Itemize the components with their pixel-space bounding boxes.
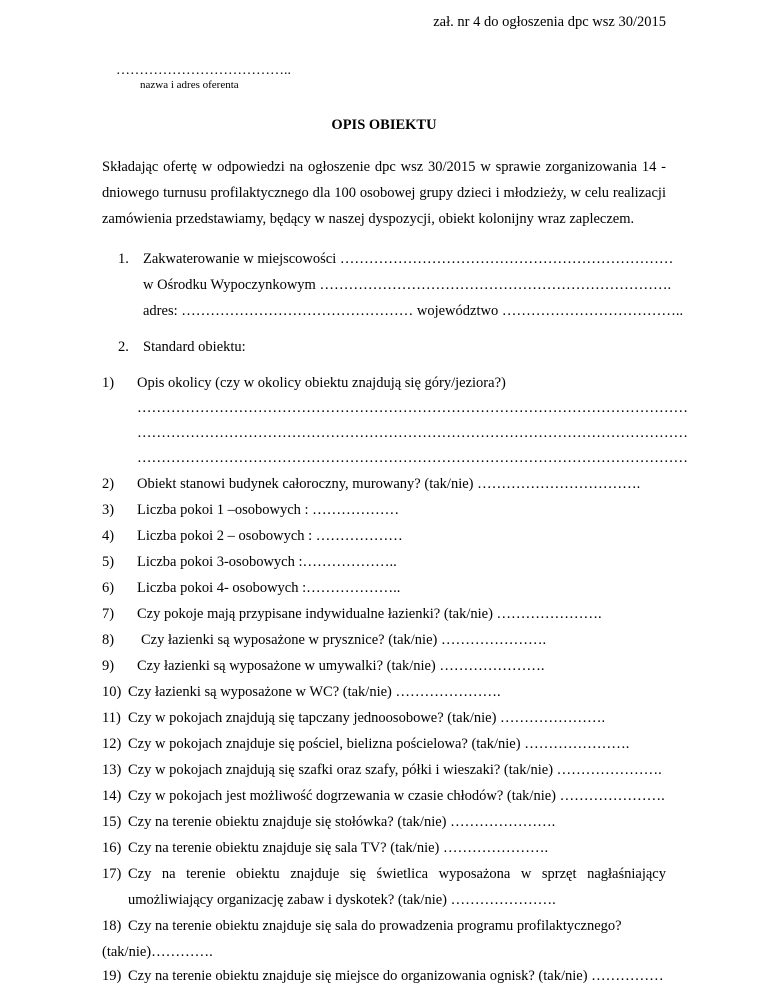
address-field[interactable]: adres: ………………………………………… województwo ……………………………….. (143, 303, 684, 319)
list-item-number: 17) (102, 866, 122, 882)
list-item-number: 5) (102, 554, 115, 570)
list-item-text[interactable]: Czy łazienki są wyposażone w umywalki? (tak/nie) …………………. (137, 658, 545, 674)
intro-line: dniowego turnusu profilaktycznego dla 100 osobowej grupy dzieci i młodzieży, w celu realizacji (102, 185, 666, 201)
list-item-number: 15) (102, 814, 122, 830)
list-item-text[interactable]: Obiekt stanowi budynek całoroczny, murowany? (tak/nie) ……………………………. (137, 476, 641, 492)
list-item-number: 7) (102, 606, 115, 622)
list-item-text: Opis okolicy (czy w okolicy obiektu znajdują się góry/jeziora?) (137, 375, 506, 391)
accommodation-location-field[interactable]: Zakwaterowanie w miejscowości …………………………………………………………… (143, 251, 674, 267)
list-item-number: 16) (102, 840, 122, 856)
intro-line: Składając ofertę w odpowiedzi na ogłoszenie dpc wsz 30/2015 w sprawie zorganizowania 14 - (102, 159, 666, 175)
list-item-number: 11) (102, 710, 121, 726)
surroundings-answer-line[interactable]: …………………………………………………………………………………………………… (137, 425, 688, 441)
list-item-text[interactable]: Liczba pokoi 1 –osobowych : ……………… (137, 502, 400, 518)
list-item-number: 13) (102, 762, 122, 778)
list-item-text[interactable]: Liczba pokoi 3-osobowych :……………….. (137, 554, 397, 570)
list-item-number: 8) (102, 632, 115, 648)
document-reference: zał. nr 4 do ogłoszenia dpc wsz 30/2015 (433, 14, 666, 30)
intro-line: zamówienia przedstawiamy, będący w naszej dyspozycji, obiekt kolonijny wraz zapleczem. (102, 211, 635, 227)
section-heading: Standard obiektu: (143, 339, 246, 355)
section-number: 1. (118, 251, 129, 267)
list-item-number: 6) (102, 580, 115, 596)
list-item-text-continued[interactable]: (tak/nie)…………. (102, 944, 213, 960)
list-item-text: Czy na terenie obiektu znajduje się sala do prowadzenia programu profilaktycznego? (128, 918, 622, 934)
surroundings-answer-line[interactable]: …………………………………………………………………………………………………… (137, 400, 688, 416)
list-item-text[interactable]: Czy na terenie obiektu znajduje się stołówka? (tak/nie) …………………. (128, 814, 556, 830)
section-number: 2. (118, 339, 129, 355)
page-title: OPIS OBIEKTU (331, 117, 437, 133)
list-item-text[interactable]: Czy łazienki są wyposażone w WC? (tak/nie) …………………. (128, 684, 501, 700)
list-item-text[interactable]: Liczba pokoi 2 – osobowych : ……………… (137, 528, 403, 544)
list-item-number: 2) (102, 476, 115, 492)
list-item-text: Czy na terenie obiektu znajduje się świetlica wyposażona w sprzęt nagłaśniający (128, 866, 666, 882)
list-item-number: 10) (102, 684, 122, 700)
list-item-number: 12) (102, 736, 122, 752)
list-item-number: 14) (102, 788, 122, 804)
intro-paragraph (102, 154, 666, 232)
surroundings-answer-line[interactable]: …………………………………………………………………………………………………… (137, 450, 688, 466)
list-item-text[interactable]: Czy na terenie obiektu znajduje się miejsce do organizowania ognisk? (tak/nie) …………… (128, 968, 664, 984)
list-item-number: 3) (102, 502, 115, 518)
list-item-text[interactable]: Liczba pokoi 4- osobowych :……………….. (137, 580, 401, 596)
list-item-number: 19) (102, 968, 122, 984)
list-item-text-continued[interactable]: umożliwiający organizację zabaw i dyskotek? (tak/nie) …………………. (128, 892, 556, 908)
list-item-text[interactable]: Czy w pokojach jest możliwość dogrzewania w czasie chłodów? (tak/nie) …………………. (128, 788, 665, 804)
list-item-number: 1) (102, 375, 115, 391)
resort-name-field[interactable]: w Ośrodku Wypoczynkowym ………………………………………………………………. (143, 277, 672, 293)
list-item-text[interactable]: Czy na terenie obiektu znajduje się sala TV? (tak/nie) …………………. (128, 840, 549, 856)
list-item-number: 4) (102, 528, 115, 544)
offeror-label: nazwa i adres oferenta (140, 79, 239, 91)
list-item-text[interactable]: Czy w pokojach znajdują się tapczany jednoosobowe? (tak/nie) …………………. (128, 710, 606, 726)
list-item-number: 9) (102, 658, 115, 674)
list-item-text[interactable]: Czy łazienki są wyposażone w prysznice? (tak/nie) …………………. (141, 632, 547, 648)
list-item-number: 18) (102, 918, 122, 934)
list-item-text[interactable]: Czy pokoje mają przypisane indywidualne łazienki? (tak/nie) …………………. (137, 606, 602, 622)
offeror-name-field[interactable]: ……………………………….. (116, 63, 291, 78)
list-item-text[interactable]: Czy w pokojach znajdują się szafki oraz szafy, półki i wieszaki? (tak/nie) …………………. (128, 762, 662, 778)
list-item-text[interactable]: Czy w pokojach znajduje się pościel, bielizna pościelowa? (tak/nie) …………………. (128, 736, 630, 752)
